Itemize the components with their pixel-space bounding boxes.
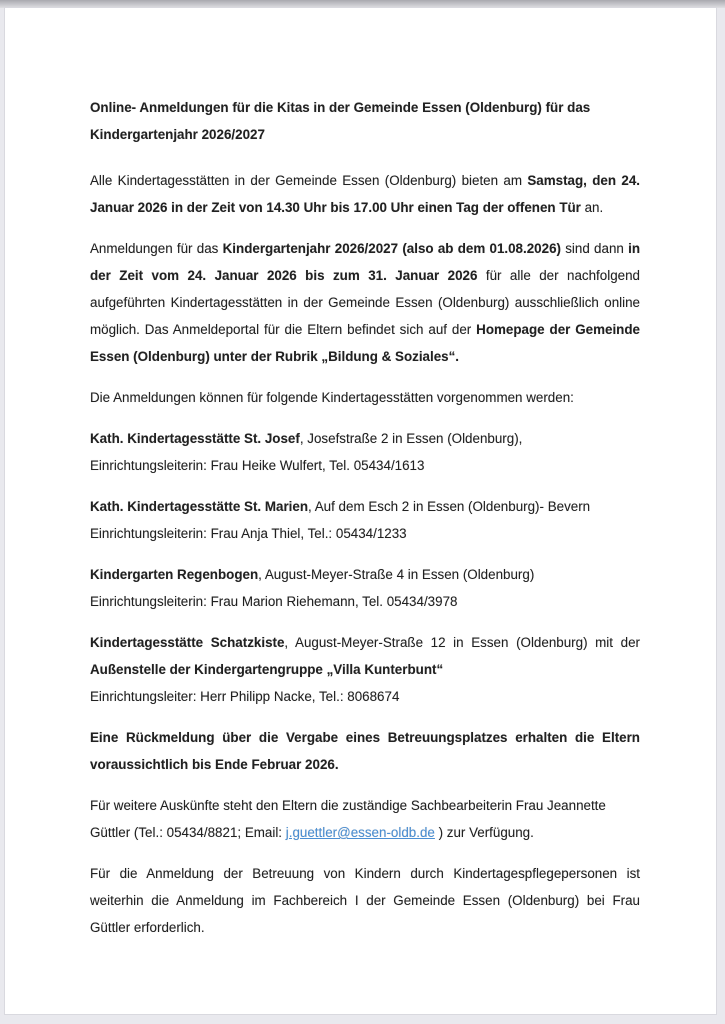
text-run: für alle der nachfolgend aufgeführten Kindertagesstätten in der Gemeinde Essen (Oldenburg) ausschließlich online möglich. Das Anmeldeportal für die Eltern befindet sich auf der: [90, 268, 640, 337]
kita-address: , August-Meyer-Straße 12 in Essen (Oldenburg) mit der: [284, 635, 640, 650]
kita-leader: Einrichtungsleiterin: Frau Marion Riehemann, Tel. 05434/3978: [90, 594, 458, 609]
text-run: sind dann: [560, 241, 629, 256]
kita-entry-st-josef: [90, 425, 640, 479]
text-run-bold: in der Zeit vom 24. Januar 2026 bis zum 31. Januar 2026: [90, 241, 641, 283]
kita-address: , August-Meyer-Straße 4 in Essen (Oldenburg): [258, 567, 535, 582]
viewer-top-edge: [0, 0, 725, 8]
paragraph-open-day: [90, 167, 640, 221]
kita-name: Kath. Kindertagesstätte St. Marien: [90, 499, 309, 514]
paragraph-feedback: [90, 724, 640, 778]
text-run: Anmeldungen für das: [90, 241, 223, 256]
kita-entry-st-marien: [90, 493, 640, 547]
text-run-bold: Kindergartenjahr 2026/2027 (also ab dem 01.08.2026): [222, 241, 561, 256]
text-run-bold: Homepage der Gemeinde Essen (Oldenburg) unter der Rubrik „Bildung & Soziales“.: [90, 322, 640, 364]
kita-leader: Einrichtungsleiterin: Frau Heike Wulfert, Tel. 05434/1613: [90, 458, 425, 473]
kita-title-line: [90, 561, 640, 588]
paragraph-contact: [90, 792, 640, 846]
text-run: an.: [580, 200, 604, 215]
kita-address-bold: Außenstelle der Kindergartengruppe „Villa Kunterbunt“: [90, 662, 444, 677]
kita-title-line: [90, 629, 640, 683]
kita-title-line: [90, 493, 640, 520]
text-run: ) zur Verfügung.: [434, 825, 534, 840]
kita-name: Kindergarten Regenbogen: [90, 567, 259, 582]
paragraph-list-intro: Die Anmeldungen können für folgende Kindertagesstätten vorgenommen werden:: [90, 390, 574, 405]
text-run: Für weitere Auskünfte steht den Eltern die zuständige Sachbearbeiterin Frau Jeannette Güttler (Tel.: 05434/8821; Email:: [90, 798, 606, 840]
kita-leader: Einrichtungsleiter: Herr Philipp Nacke, Tel.: 8068674: [90, 689, 400, 704]
text-run-bold: Eine Rückmeldung über die Vergabe eines Betreuungsplatzes erhalten die Eltern voraussichtlich bis Ende Februar 2026.: [90, 730, 640, 772]
text-run-bold: Samstag, den 24. Januar 2026 in der Zeit von 14.30 Uhr bis 17.00 Uhr einen Tag der offenen Tür: [90, 173, 640, 215]
kita-name: Kath. Kindertagesstätte St. Josef: [90, 431, 300, 446]
document-content: [5, 8, 716, 941]
paragraph-registration-period: [90, 235, 640, 370]
kita-title-line: [90, 425, 640, 452]
kita-leader: Einrichtungsleiterin: Frau Anja Thiel, Tel.: 05434/1233: [90, 526, 407, 541]
kita-entry-regenbogen: [90, 561, 640, 615]
email-link[interactable]: j.guettler@essen-oldb.de: [285, 825, 435, 840]
text-run: Alle Kindertagesstätten in der Gemeinde Essen (Oldenburg) bieten am: [90, 173, 528, 188]
kita-address: , Auf dem Esch 2 in Essen (Oldenburg)- Bevern: [308, 499, 591, 514]
document-page: [5, 8, 716, 1014]
paragraph-daycare: Für die Anmeldung der Betreuung von Kindern durch Kindertagespflegepersonen ist weiterhin die Anmeldung im Fachbereich I der Gemeinde Essen (Oldenburg) bei Frau Güttler erforderlich.: [90, 866, 640, 935]
document-title: Online- Anmeldungen für die Kitas in der Gemeinde Essen (Oldenburg) für das Kindergartenjahr 2026/2027: [90, 100, 591, 142]
kita-name: Kindertagesstätte Schatzkiste: [90, 635, 285, 650]
kita-entry-schatzkiste: [90, 629, 640, 710]
kita-address: , Josefstraße 2 in Essen (Oldenburg),: [299, 431, 523, 446]
